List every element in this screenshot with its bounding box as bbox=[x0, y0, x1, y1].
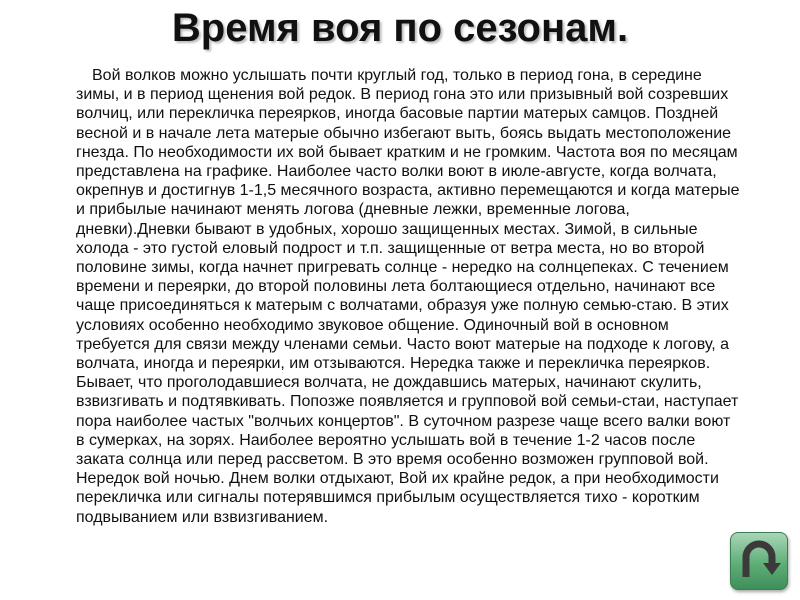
slide-body-text: Вой волков можно услышать почти круглый год, только в период гона, в середине зимы, и в период щенения вой редок. В период гона это или призывный вой созревших волчиц, или перекличка переярков, иногда басовые партии матерых самцов. Поздней весной и в начале лета матерые обычно избегают выть, боясь выдать местоположение гнезда. По необходимости их вой бывает кратким и не громким. Частота воя по месяцам представлена на графике. Наиболее часто волки воют в июле-августе, когда волчата, окрепнув и достигнув 1-1,5 месячного возраста, активно перемещаются и когда матерые и прибылые начинают менять логова (дневные лежки, временные логова, дневки).Дневки бывают в удобных, хорошо защищенных местах. Зимой, в сильные холода - это густой еловый подрост и т.п. защищенные от ветра места, но во второй половине зимы, когда начнет пригревать солнце - нередко на солнцепеках. С течением времени и переярки, до второй половины лета болтающиеся отдельно, начинают все чаще присоединяться к матерым с волчатами, образуя уже полную семью-стаю. В этих условиях особенно необходимо звуковое общение. Одиночный вой в основном требуется для связи между членами семьи. Часто воют матерые на подходе к логову, а волчата, иногда и переярки, им отзываются. Нередка также и перекличка переярков. Бывает, что проголодавшиеся волчата, не дождавшись матерых, начинают скулить, взвизгивать и подтявкивать. Попозже появляется и групповой вой семьи-стаи, наступает пора наиболее частых "волчьих концертов". В суточном разрезе чаще всего валки воют в сумерках, на зорях. Наиболее вероятно услышать вой в течение 1-2 часов после заката солнца или перед рассветом. В это время особенно возможен групповой вой. Нередок вой ночью. Днем волки отдыхают, Вой их крайне редок, а при необходимости перекличка или сигналы потерявшимся прибылым осуществляется тихо - коротким подвыванием или взвизгиванием. bbox=[76, 67, 740, 526]
u-turn-back-arrow-icon bbox=[731, 533, 787, 589]
slide-title: Время воя по сезонам. bbox=[171, 6, 629, 50]
back-button[interactable] bbox=[730, 532, 788, 590]
